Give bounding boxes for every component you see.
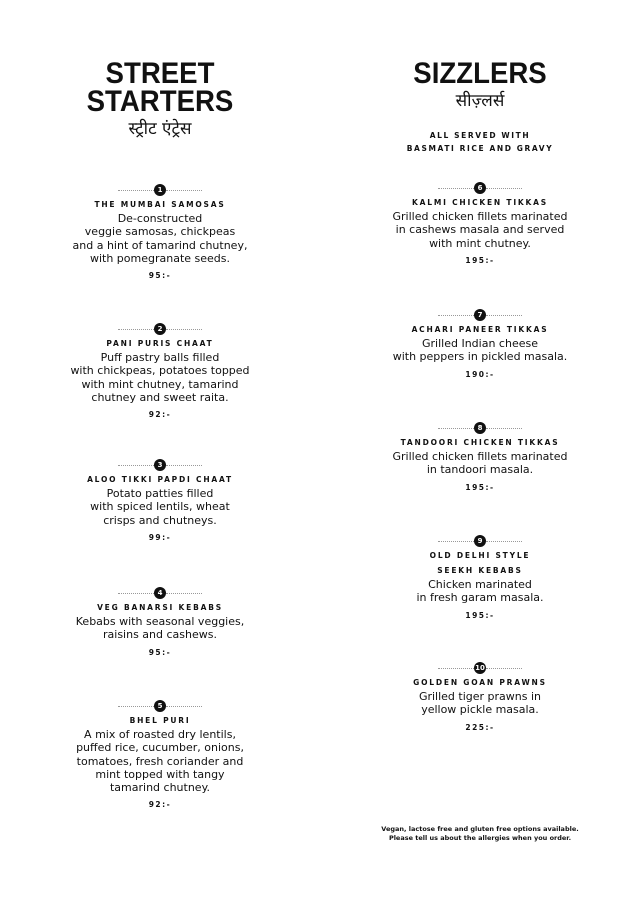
menu-item (330, 535, 630, 620)
description-line: A mix of roasted dry lentils, (84, 728, 236, 741)
item-price: 95:- (148, 271, 172, 281)
item-description (10, 615, 310, 642)
menu-item (10, 587, 310, 657)
sizzlers-header (330, 57, 630, 155)
item-marker (10, 459, 310, 471)
divider (118, 465, 154, 466)
item-name: TANDOORI CHICKEN TIKKAS (400, 438, 560, 447)
item-name: SEEKH KEBABS (437, 566, 523, 575)
item-marker (10, 700, 310, 712)
note-line: Please tell us about the allergies when you order. (388, 834, 572, 842)
description-line: in tandoori masala. (426, 463, 534, 477)
item-name: GOLDEN GOAN PRAWNS (413, 678, 547, 687)
note-line: Vegan, lactose free and gluten free options available. (381, 825, 579, 833)
divider (486, 668, 522, 669)
description-line: crisps and chutneys. (103, 513, 217, 527)
allergy-note (360, 825, 600, 843)
item-price: 99:- (148, 532, 172, 542)
item-number-badge: 7 (474, 309, 486, 321)
description-line: and a hint of tamarind chutney, (72, 238, 248, 252)
menu-item (330, 182, 630, 265)
item-price: 195:- (465, 610, 495, 620)
item-name: OLD DELHI STYLE (429, 551, 531, 560)
divider (166, 190, 202, 191)
divider (486, 428, 522, 429)
description-line: tamarind chutney. (109, 781, 211, 795)
divider (486, 315, 522, 316)
description-line: in cashews masala and served (395, 223, 565, 237)
menu-item (10, 184, 310, 280)
divider (486, 541, 522, 542)
item-marker (330, 662, 630, 674)
divider (438, 188, 474, 189)
item-number-badge: 9 (474, 535, 486, 547)
divider (166, 593, 202, 594)
item-description (10, 212, 310, 265)
divider (118, 706, 154, 707)
description-line: puffed rice, cucumber, onions, (76, 741, 244, 755)
description-line: with chickpeas, potatoes topped (70, 364, 250, 378)
menu-item (10, 459, 310, 542)
section-title: STREET (105, 57, 215, 90)
item-description (330, 210, 630, 250)
divider (438, 668, 474, 669)
menu-item (330, 309, 630, 379)
section-subtitle: ALL SERVED WITH (429, 131, 531, 140)
divider (438, 315, 474, 316)
description-line: Chicken marinated (428, 578, 532, 591)
description-line: with mint chutney, tamarind (81, 377, 239, 391)
item-marker (10, 587, 310, 599)
divider (118, 329, 154, 330)
description-line: chutney and sweet raita. (91, 390, 229, 404)
description-line: veggie samosas, chickpeas (84, 225, 236, 239)
description-line: with pomegranate seeds. (89, 251, 231, 265)
description-line: with spiced lentils, wheat (90, 500, 230, 514)
section-title-hindi: स्ट्रीट एंट्रेस (128, 119, 192, 139)
item-marker (330, 535, 630, 547)
item-name: VEG BANARSI KEBABS (97, 603, 223, 612)
description-line: Grilled chicken fillets marinated (392, 450, 568, 463)
item-name: BHEL PURI (129, 716, 191, 725)
description-line: De-constructed (117, 212, 203, 225)
item-description (330, 690, 630, 717)
item-price: 195:- (465, 255, 495, 265)
item-name: ALOO TIKKI PAPDI CHAAT (87, 475, 233, 484)
description-line: Puff pastry balls filled (100, 351, 220, 364)
item-description (10, 351, 310, 404)
item-number-badge: 10 (475, 664, 485, 672)
divider (118, 190, 154, 191)
item-marker (330, 422, 630, 434)
section-title: STARTERS (86, 85, 234, 118)
item-marker (10, 323, 310, 335)
item-name: KALMI CHICKEN TIKKAS (412, 198, 548, 207)
street-starters-header (10, 57, 310, 140)
item-price: 195:- (465, 482, 495, 492)
menu-item (10, 700, 310, 809)
divider (166, 706, 202, 707)
item-number-badge: 3 (154, 459, 166, 471)
item-name: PANI PURIS CHAAT (106, 339, 214, 348)
divider (166, 465, 202, 466)
item-description (10, 487, 310, 527)
item-price: 92:- (148, 410, 172, 420)
description-line: yellow pickle masala. (421, 703, 539, 717)
item-description (330, 337, 630, 364)
item-price: 190:- (465, 369, 495, 379)
menu-item (330, 422, 630, 492)
item-price: 225:- (465, 722, 495, 732)
item-number-badge: 6 (474, 182, 486, 194)
menu-item (10, 323, 310, 419)
item-description (10, 728, 310, 794)
section-subtitle: BASMATI RICE AND GRAVY (406, 144, 554, 153)
description-line: tomatoes, fresh coriander and (76, 754, 244, 768)
item-name: ACHARI PANEER TIKKAS (411, 325, 549, 334)
section-title-hindi: सीज़्लर्स (455, 91, 505, 111)
item-number-badge: 8 (474, 422, 486, 434)
description-line: mint topped with tangy (95, 767, 225, 781)
item-number-badge: 1 (154, 184, 166, 196)
divider (438, 428, 474, 429)
item-description (330, 450, 630, 477)
divider (166, 329, 202, 330)
divider (118, 593, 154, 594)
item-marker (330, 182, 630, 194)
description-line: Grilled tiger prawns in (418, 690, 542, 703)
description-line: with mint chutney. (429, 236, 531, 250)
description-line: Grilled Indian cheese (422, 337, 538, 350)
item-name: THE MUMBAI SAMOSAS (94, 200, 226, 209)
item-description (330, 578, 630, 605)
description-line: Kebabs with seasonal veggies, (75, 615, 245, 628)
menu-item (330, 662, 630, 732)
item-number-badge: 4 (154, 587, 166, 599)
divider (486, 188, 522, 189)
item-price: 95:- (148, 647, 172, 657)
item-number-badge: 5 (154, 700, 166, 712)
item-marker (330, 309, 630, 321)
description-line: raisins and cashews. (103, 628, 217, 642)
divider (438, 541, 474, 542)
description-line: in fresh garam masala. (416, 591, 544, 605)
description-line: Potato patties filled (106, 487, 214, 500)
item-price: 92:- (148, 800, 172, 810)
description-line: Grilled chicken fillets marinated (392, 210, 568, 223)
section-title: SIZZLERS (413, 57, 547, 90)
description-line: with peppers in pickled masala. (392, 350, 568, 364)
item-marker (10, 184, 310, 196)
item-number-badge: 2 (154, 323, 166, 335)
